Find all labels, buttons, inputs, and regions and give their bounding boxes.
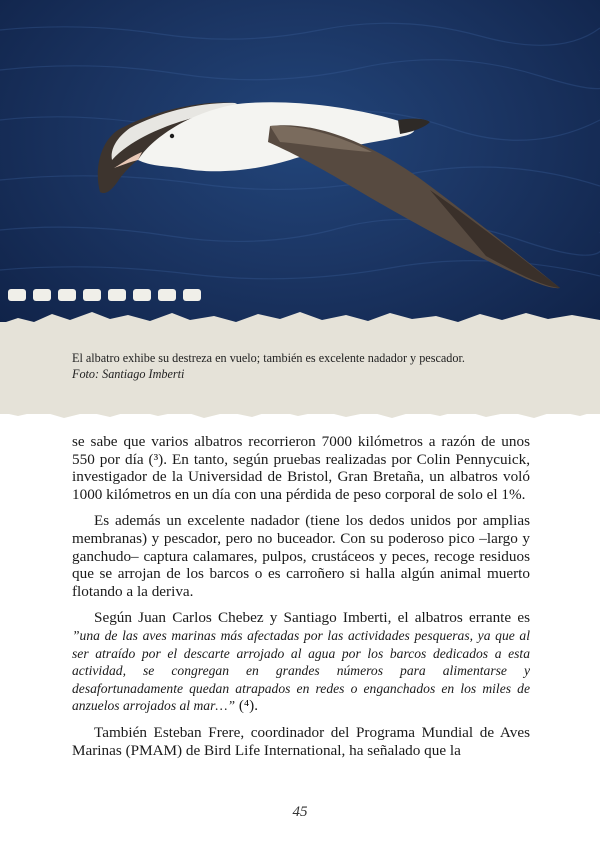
torn-edge-top	[0, 308, 600, 332]
tab-marker	[58, 289, 76, 301]
photo-caption	[72, 350, 542, 382]
caption-text: El albatro exhibe su destreza en vuelo; también es excelente nadador y pescador.	[72, 351, 465, 365]
paragraph: También Esteban Frere, coordinador del Programa Mundial de Aves Marinas (PMAM) de Bird Life International, ha señalado que la	[72, 723, 530, 759]
torn-edge-bottom	[0, 402, 600, 424]
tab-marker	[158, 289, 176, 301]
paragraph: se sabe que varios albatros recorrieron 7000 kilómetros a razón de unos 550 por día (³). En tanto, según pruebas realizadas por Colin Pennycuick, investigador de la Universidad de Bristol, Gran Bretaña, un albatros voló 1000 kilómetros en un día con una pérdida de peso corporal de solo el 1%.	[72, 433, 530, 503]
albatross-photo	[0, 0, 600, 345]
tab-marker	[8, 289, 26, 301]
page-number: 45	[292, 804, 308, 820]
decorative-tab-strip	[0, 289, 210, 303]
tab-marker	[133, 289, 151, 301]
paragraph: Es además un excelente nadador (tiene los dedos unidos por amplias membranas) y pescador, pero no buceador. Con su poderoso pico –largo y ganchudo– captura calamares, pulpos, crustáceos y peces, recoge residuos que se arrojan de los barcos o es carroñero si halla algún animal muerto flotando a la deriva.	[72, 512, 530, 600]
reference-mark: (⁴).	[238, 697, 259, 715]
tab-marker	[83, 289, 101, 301]
tab-marker	[33, 289, 51, 301]
article-body	[72, 433, 530, 768]
paragraph-with-quote	[72, 609, 530, 715]
quotation: ”una de las aves marinas más afectadas por las actividades pesqueras, ya que al ser atraído por el descarte arrojado al agua por los barcos dedicados a esta actividad, se congregan en grandes números para alimentarse y desafortunadamente quedan atrapados en redes o enganchados en los miles de anzuelos arrojados al mar…”	[72, 627, 530, 714]
quote-lead: Según Juan Carlos Chebez y Santiago Imberti, el albatros errante es	[94, 609, 530, 627]
tab-marker	[108, 289, 126, 301]
tab-marker	[183, 289, 201, 301]
photo-credit: Foto: Santiago Imberti	[72, 367, 185, 381]
